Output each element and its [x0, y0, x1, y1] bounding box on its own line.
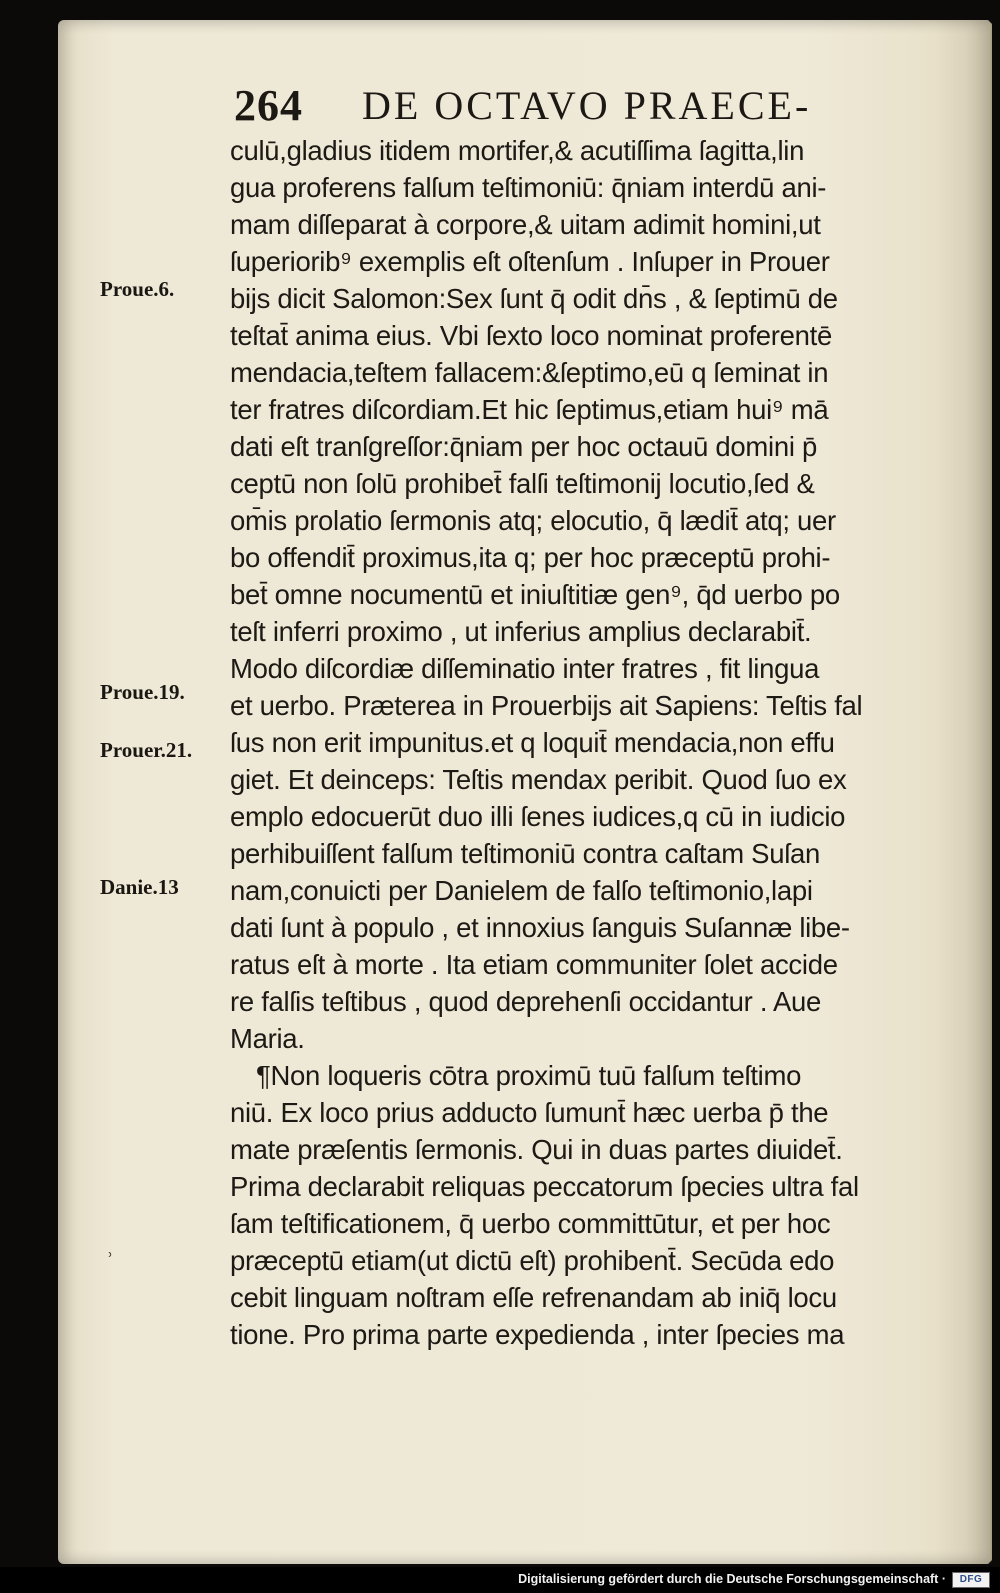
text-line: mam diſſeparat à corpore,& uitam adimit homini,ut — [230, 209, 821, 240]
text-line: teſtat̄ anima eius. Vbi ſexto loco nominat proferentē — [230, 320, 832, 351]
text-line: et uerbo. Præterea in Prouerbijs ait Sapiens: Teſtis fal — [230, 690, 863, 721]
text-line: gua proferens falſum teſtimoniū: q̄niam interdū ani- — [230, 172, 827, 203]
text-line: Modo diſcordiæ diſſeminatio inter fratres , fit lingua — [230, 653, 820, 684]
text-line: præceptū etiam(ut dictū eſt) prohibent̄. Secūda edo — [230, 1245, 835, 1276]
text-line: ratus eſt à morte . Ita etiam communiter ſolet accide — [230, 949, 838, 980]
margin-note: Danie.13 — [100, 875, 179, 899]
text-line: bo offendit̄ proximus,ita q; per hoc præceptū prohi- — [230, 542, 831, 573]
text-line: ſuperiorib⁹ exemplis eſt oſtenſum . Inſuper in Prouer — [230, 246, 830, 277]
text-line: bijs dicit Salomon:Sex ſunt q̄ odit dn̄s , & ſeptimū de — [230, 283, 838, 314]
text-line: emplo edocuerūt duo illi ſenes iudices,q cū in iudicio — [230, 801, 846, 832]
text-line: dati eſt tranſgreſſor:q̄niam per hoc octauū domini p̄ — [230, 431, 817, 462]
footer-bar — [0, 1567, 1000, 1593]
margin-note: Proue.19. — [100, 680, 185, 704]
text-line: giet. Et deinceps: Teſtis mendax peribit. Quod ſuo ex — [230, 764, 847, 795]
text-line: bet̄ omne nocumentū et iniuſtitiæ gen⁹, q̄d uerbo po — [230, 579, 840, 610]
text-line: perhibuiſſent falſum teſtimoniū contra caſtam Suſan — [230, 838, 821, 869]
dfg-logo: DFG — [952, 1572, 990, 1588]
text-line: mate præſentis ſermonis. Qui in duas partes diuidet̄. — [230, 1134, 843, 1165]
text-line: ¶Non loqueris cōtra proximū tuū falſum teſtimo — [256, 1060, 802, 1091]
text-line: niū. Ex loco prius adducto ſumunt̄ hæc uerba p̄ the — [230, 1097, 829, 1128]
text-line: teſt inferri proximo , ut inferius amplius declarabit̄. — [230, 616, 812, 647]
text-line: nam,conuicti per Danielem de falſo teſtimonio,lapi — [230, 875, 813, 906]
page-number: 264 — [234, 81, 303, 130]
text-line: mendacia,teſtem fallacem:&ſeptimo,eū q ſeminat in — [230, 357, 829, 388]
running-header — [228, 80, 948, 130]
margin-note: Proue.6. — [100, 277, 175, 301]
margin-mark: ˒ — [106, 1238, 114, 1264]
text-line: culū,gladius itidem mortifer,& acutiſſima ſagitta,lin — [230, 135, 805, 166]
text-line: Prima declarabit reliquas peccatorum ſpecies ultra fal — [230, 1171, 859, 1202]
text-line: Maria. — [230, 1023, 305, 1054]
text-line: om̄is prolatio ſermonis atq; elocutio, q̄ lædit̄ atq; uer — [230, 505, 836, 536]
text-line: ſus non erit impunitus.et q loquit̄ mendacia,non effu — [230, 727, 835, 758]
running-title: DE OCTAVO PRAECE- — [362, 83, 812, 128]
body-text — [230, 132, 950, 1353]
text-line: re falſis teſtibus , quod deprehenſi occidantur . Aue — [230, 986, 822, 1017]
text-line: tione. Pro prima parte expedienda , inter ſpecies ma — [230, 1319, 845, 1350]
text-line: cebit linguam noſtram eſſe refrenandam ab iniq̄ locu — [230, 1282, 837, 1313]
text-line: dati ſunt à populo , et innoxius ſanguis Suſannæ libe- — [230, 912, 850, 943]
funding-credit: Digitalisierung gefördert durch die Deutsche Forschungsgemeinschaft · — [518, 1572, 946, 1586]
margin-note: Prouer.21. — [100, 738, 193, 762]
text-line: ter fratres diſcordiam.Et hic ſeptimus,etiam hui⁹ mā — [230, 394, 829, 425]
text-line: ceptū non ſolū prohibet̄ falſi teſtimonij locutio,ſed & — [230, 468, 815, 499]
text-line: ſam teſtificationem, q̄ uerbo committūtur, et per hoc — [230, 1208, 831, 1239]
